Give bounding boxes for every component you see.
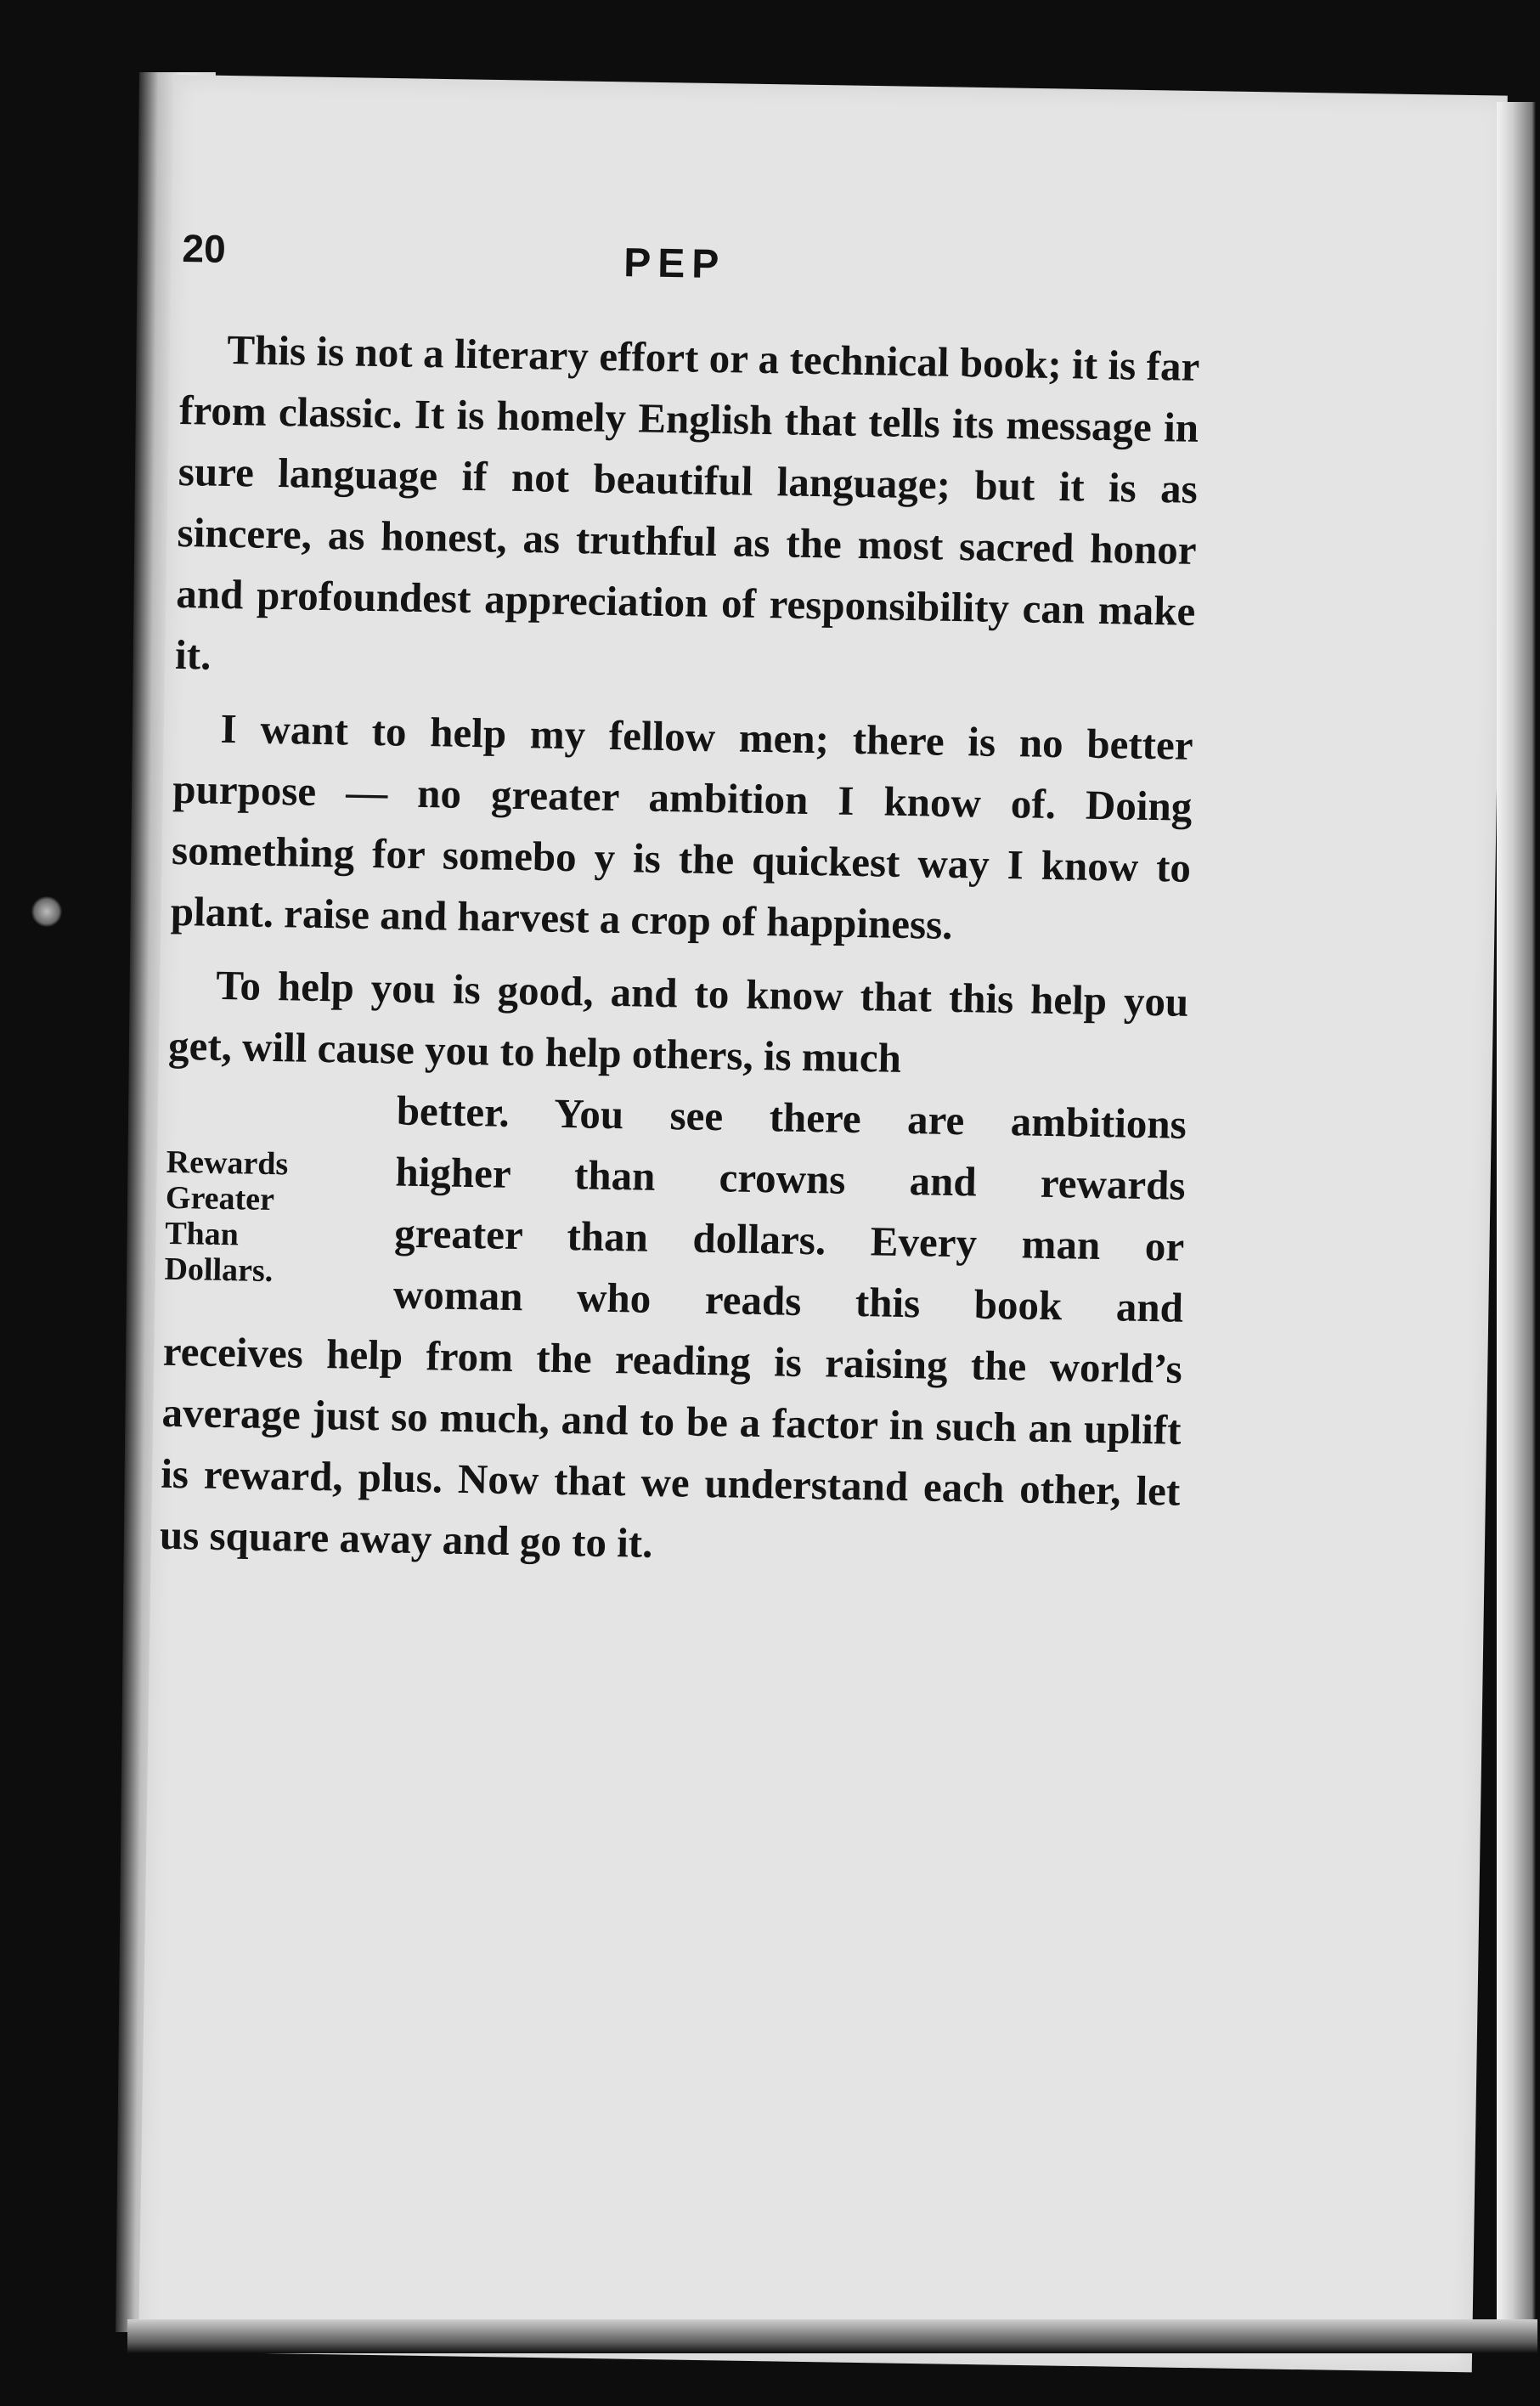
text-line: woman who reads this book and <box>392 1270 1184 1331</box>
paragraph-3-beside-note <box>392 1081 1187 1339</box>
marginal-note-line: Dollars. <box>164 1251 274 1290</box>
paragraph-2: I want to help my fellow men; there is no better purpose — no greater ambition I know of. Doing something for somebo y is the quickest way I know to plant. raise and harvest a crop of happiness. <box>170 704 1193 948</box>
running-head: PEP <box>623 240 726 288</box>
text-line: higher than crowns and rewards <box>395 1148 1186 1209</box>
page-edge-right <box>1497 102 1536 2345</box>
page-content <box>159 225 1201 1584</box>
paragraph-3-lead: To help you is good, and to know that this help you get, will cause you to help others, is much <box>167 961 1189 1082</box>
page-number: 20 <box>182 225 227 271</box>
text-line: greater than dollars. Every man or <box>393 1209 1185 1270</box>
page-edge-bottom <box>127 2319 1537 2353</box>
scan-speck <box>31 896 63 927</box>
paragraph-3-with-marginal-note <box>163 1076 1187 1339</box>
marginal-note-line: Rewards <box>166 1144 289 1183</box>
marginal-note-line: Than <box>164 1215 240 1253</box>
paragraph-3-rest: receives help from the reading is raising the world’s average just so much, and to be a factor in such an uplift is reward, plus. Now that we understand each other, let us square away and go to it. <box>159 1327 1183 1567</box>
marginal-note-line: Greater <box>165 1179 275 1218</box>
text-line: better. You see there are ambitions <box>396 1087 1187 1148</box>
page-header <box>181 225 1202 336</box>
marginal-note <box>164 1144 396 1291</box>
paragraph-1: This is not a literary effort or a technical book; it is far from classic. It is homely English that tells its message in sure language if not beautiful language; but it is as sincere, as honest, as truthful as the most sacred honor and profoundest appreciation of responsibility can make it. <box>174 325 1200 679</box>
